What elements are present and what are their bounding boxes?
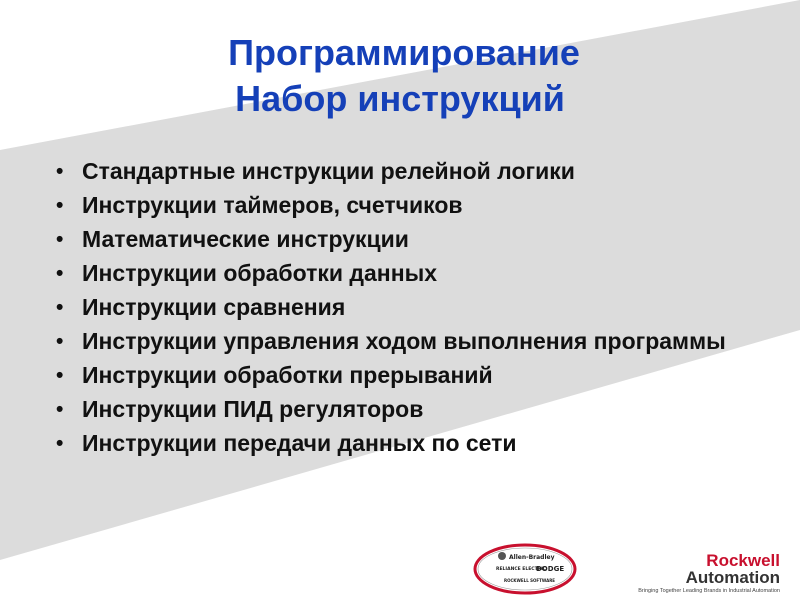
list-item [54,432,744,455]
list-item-text: Инструкции ПИД регуляторов [82,396,424,422]
brand-rockwell-software: ROCKWELL SOFTWARE [504,578,556,583]
footer-logos [0,538,800,600]
bullet-icon: • [56,194,64,217]
list-item [54,330,744,353]
rockwell-logo-automation: Automation [685,568,780,587]
list-item-text: Инструкции таймеров, счетчиков [82,192,463,218]
rockwell-logo-name: Rockwell [706,551,780,570]
bullet-icon: • [56,398,64,421]
title-line-2: Набор инструкций [235,78,565,119]
list-item-text: Инструкции обработки данных [82,260,438,286]
list-item-text: Инструкции управления ходом выполнения программы [82,328,726,354]
list-item-text: Стандартные инструкции релейной логики [82,158,575,184]
bullet-icon: • [56,228,64,251]
slide-title [0,30,800,122]
bullet-icon: • [56,364,64,387]
brand-dodge: DODGE [536,565,565,573]
list-item-text: Инструкции обработки прерываний [82,362,493,388]
list-item-text: Инструкции передачи данных по сети [82,430,517,456]
list-item [54,194,744,217]
allen-bradley-brands-logo [470,542,580,596]
list-item [54,364,744,387]
brand-allen-bradley: Allen-Bradley [509,554,555,561]
list-item [54,160,744,183]
rockwell-tagline: Bringing Together Leading Brands in Industrial Automation [638,588,780,594]
brand-reliance: RELIANCE ELECTRIC [496,567,547,572]
list-item [54,398,744,421]
bullet-list [54,160,744,466]
list-item-text: Инструкции сравнения [82,294,346,320]
bullet-icon: • [56,262,64,285]
bullet-icon: • [56,296,64,319]
bullet-icon: • [56,330,64,353]
list-item [54,296,744,319]
bullet-icon: • [56,160,64,183]
title-line-1: Программирование [228,32,580,73]
bullet-icon: • [56,432,64,455]
list-item [54,228,744,251]
list-item [54,262,744,285]
list-item-text: Математические инструкции [82,226,409,252]
